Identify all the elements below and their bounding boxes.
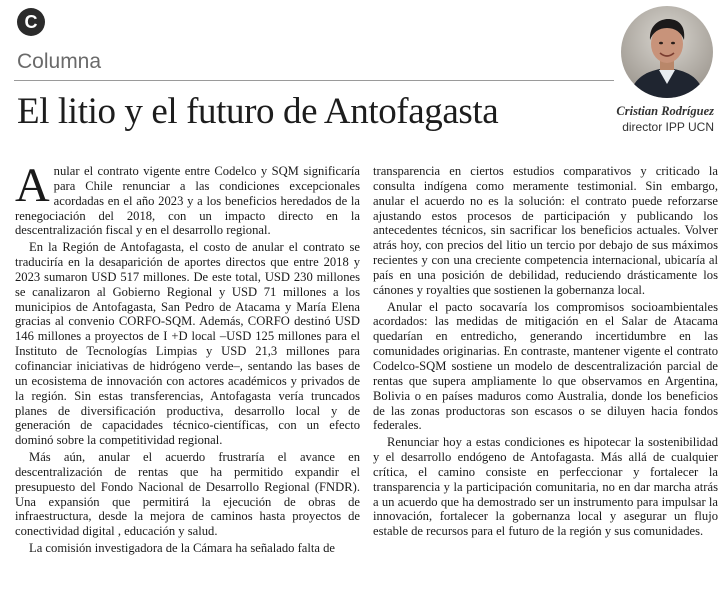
article-column-right (373, 164, 718, 539)
section-label: Columna (17, 50, 102, 73)
article-paragraph: Anular el pacto socavaría los compromisos socioambientales acordados: las medidas de mitigación en el Salar de Atacama quedarían en entredicho, generando incertidumbre en las comunidades originarias. En contraste, mantener vigente el contrato Codelco-SQM sostiene un modelo de descentralización parcial de rentas que supera ampliamente lo que observamos en Argentina, Bolivia o en países maduros como Australia, donde los beneficios de las zonas productoras son escasos o se diluyen hacia fondos federales. (373, 299, 718, 433)
article-paragraph: transparencia en ciertos estudios comparativos y criticado la consulta indígena como meramente testimonial. Sin embargo, anular el acuerdo no es la solución: el contrato puede reforzarse ajustando estos procesos de participación y publicando los antecedentes técnicos, sin sacrificar los beneficios actuales. Volver atrás hoy, con precios del litio un tercio por debajo de sus máximos recientes y con una creciente competencia internacional, ubicaría al país en una posición de debilidad, reduciendo drásticamente los cánones y royalties que sostienen la gobernanza local. (373, 164, 718, 297)
article-paragraph: Renunciar hoy a estas condiciones es hipotecar la sostenibilidad y el desarrollo endógeno de Antofagasta. Más allá de cualquier crítica, el camino consiste en perfeccionar y fortalecer la transparencia y la participación comunitaria, no en dar marcha atrás a un acuerdo que ha demostrado ser un instrumento para impulsar la innovación, fortalecer la gobernanza local y asegurar un flujo estable de recursos para el futuro de la región y sus comunidades. (373, 435, 718, 539)
article-paragraph: En la Región de Antofagasta, el costo de anular el contrato se traduciría en la desaparición de aportes directos que entre 2018 y 2023 sumaron USD 517 millones. De este total, USD 230 millones se canalizaron al Gobierno Regional y USD 71 millones a los municipios de Antofagasta, San Pedro de Atacama y María Elena gracias al convenio CORFO-SQM. Además, CORFO destinó USD 146 millones a proyectos de I +D local –USD 125 millones para el Instituto de Tecnologías Limpias y USD 21,3 millones para cofinanciar iniciativas de hidrógeno verde–, sentando las bases de un ecosistema de innovación con actores académicos y privados de la región. Sin estas transferencias, Antofagasta vería truncados planes de diversificación productiva, desarrollo local y de generación de capacidades técnico-científicas, con un efecto dominó sobre la competitividad regional. (15, 240, 360, 448)
column-badge: C (17, 8, 45, 36)
author-portrait-icon (621, 6, 713, 98)
article-headline: El litio y el futuro de Antofagasta (17, 91, 499, 132)
paragraph-text: nular el contrato vigente entre Codelco y SQM significaría para Chile renunciar a las condiciones excepcionales acordadas en el año 2023 y a los beneficios heredados de la renegociación del 2018, con un impacto directo en la descentralización fiscal y en el desarrollo regional. (15, 164, 360, 238)
article-paragraph: Más aún, anular el acuerdo frustraría el avance en descentralización de rentas que ha permitido expandir el presupuesto del Fondo Nacional de Desarrollo Regional (FNDR). Una expansión que permitirá la ejecución de obras de infraestructura, desde la mejora de caminos hasta proyectos de conectividad digital , educación y salud. (15, 450, 360, 539)
article-column-left (15, 159, 360, 556)
author-name: Cristian Rodríguez (616, 104, 714, 118)
article-paragraph: La comisión investigadora de la Cámara ha señalado falta de (29, 541, 335, 556)
article-paragraph (15, 159, 360, 238)
header-divider (14, 80, 614, 81)
author-role: director IPP UCN (622, 120, 714, 134)
drop-cap: A (15, 159, 50, 212)
author-portrait (621, 6, 713, 98)
